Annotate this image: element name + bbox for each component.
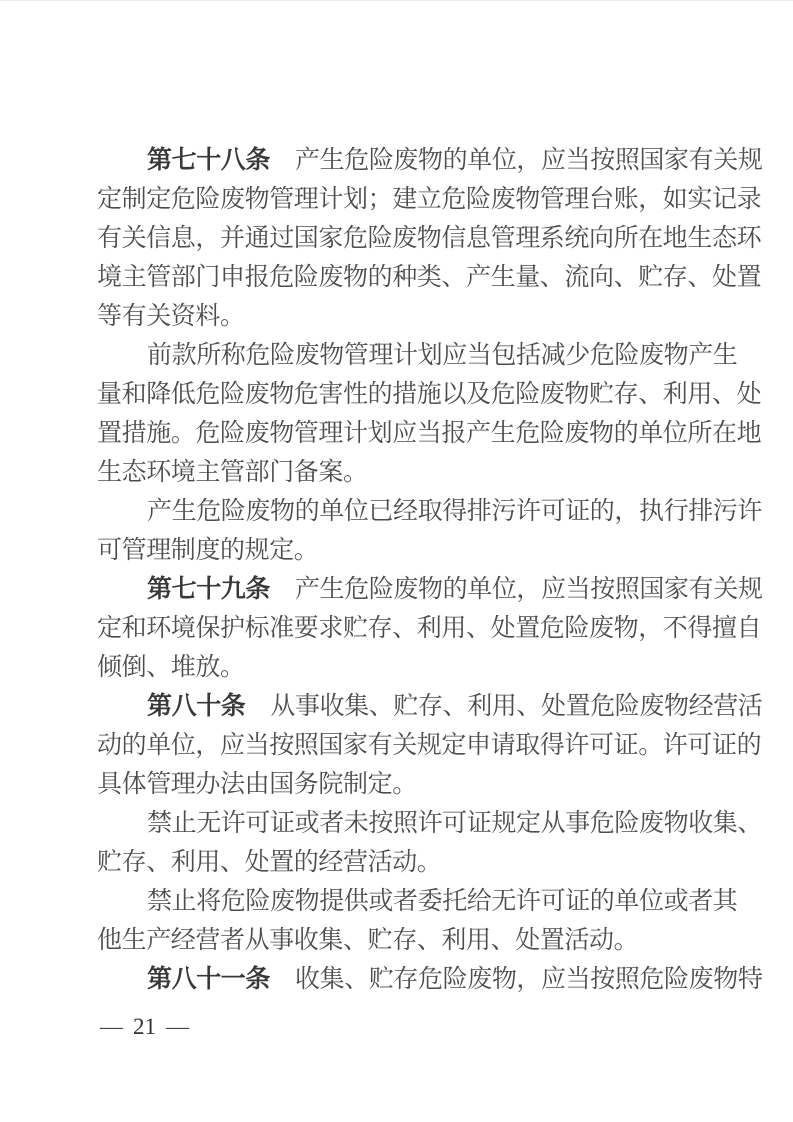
page-footer xyxy=(100,1014,189,1040)
text-line: 可管理制度的规定。 xyxy=(97,536,319,564)
text-line: 贮存、利用、处置的经营活动。 xyxy=(97,848,442,876)
document-body xyxy=(97,141,763,999)
text-line: 第七十九条 产生危险废物的单位，应当按照国家有关规 xyxy=(147,575,763,603)
paragraph xyxy=(97,492,763,570)
text-line: 有关信息，并通过国家危险废物信息管理系统向所在地生态环 xyxy=(97,224,762,252)
article-number: 第八十一条 xyxy=(147,965,271,993)
text-line: 第八十条 从事收集、贮存、利用、处置危险废物经营活 xyxy=(147,692,763,720)
article-number: 第七十八条 xyxy=(147,146,271,174)
text-line: 生态环境主管部门备案。 xyxy=(97,458,368,486)
paragraph xyxy=(97,960,763,999)
footer-dash-right: — xyxy=(166,1014,189,1039)
text-line: 禁止无许可证或者未按照许可证规定从事危险废物收集、 xyxy=(147,809,763,837)
text-line: 量和降低危险废物危害性的措施以及危险废物贮存、利用、处 xyxy=(97,380,762,408)
article-number: 第八十条 xyxy=(147,692,246,720)
text-line: 定和环境保护标准要求贮存、利用、处置危险废物，不得擅自 xyxy=(97,614,762,642)
text-line: 前款所称危险废物管理计划应当包括减少危险废物产生 xyxy=(147,341,738,369)
text-line: 具体管理办法由国务院制定。 xyxy=(97,770,417,798)
text-line: 动的单位，应当按照国家有关规定申请取得许可证。许可证的 xyxy=(97,731,762,759)
paragraph xyxy=(97,141,763,336)
text-line: 产生危险废物的单位已经取得排污许可证的，执行排污许 xyxy=(147,497,763,525)
paragraph xyxy=(97,882,739,960)
text-line: 定制定危险废物管理计划；建立危险废物管理台账，如实记录 xyxy=(97,185,762,213)
footer-dash-left: — xyxy=(100,1014,123,1039)
paragraph xyxy=(97,336,762,492)
text-line: 等有关资料。 xyxy=(97,302,245,330)
text-line: 第八十一条 收集、贮存危险废物，应当按照危险废物特 xyxy=(147,965,763,993)
paragraph xyxy=(97,804,763,882)
text-line: 置措施。危险废物管理计划应当报产生危险废物的单位所在地 xyxy=(97,419,762,447)
text-line: 第七十八条 产生危险废物的单位，应当按照国家有关规 xyxy=(147,146,763,174)
paragraph xyxy=(97,687,763,804)
text-line: 他生产经营者从事收集、贮存、利用、处置活动。 xyxy=(97,926,639,954)
paragraph xyxy=(97,570,763,687)
article-number: 第七十九条 xyxy=(147,575,271,603)
text-line: 境主管部门申报危险废物的种类、产生量、流向、贮存、处置 xyxy=(97,263,762,291)
footer-page-number: 21 xyxy=(133,1014,156,1039)
text-line: 禁止将危险废物提供或者委托给无许可证的单位或者其 xyxy=(147,887,738,915)
text-line: 倾倒、堆放。 xyxy=(97,653,245,681)
